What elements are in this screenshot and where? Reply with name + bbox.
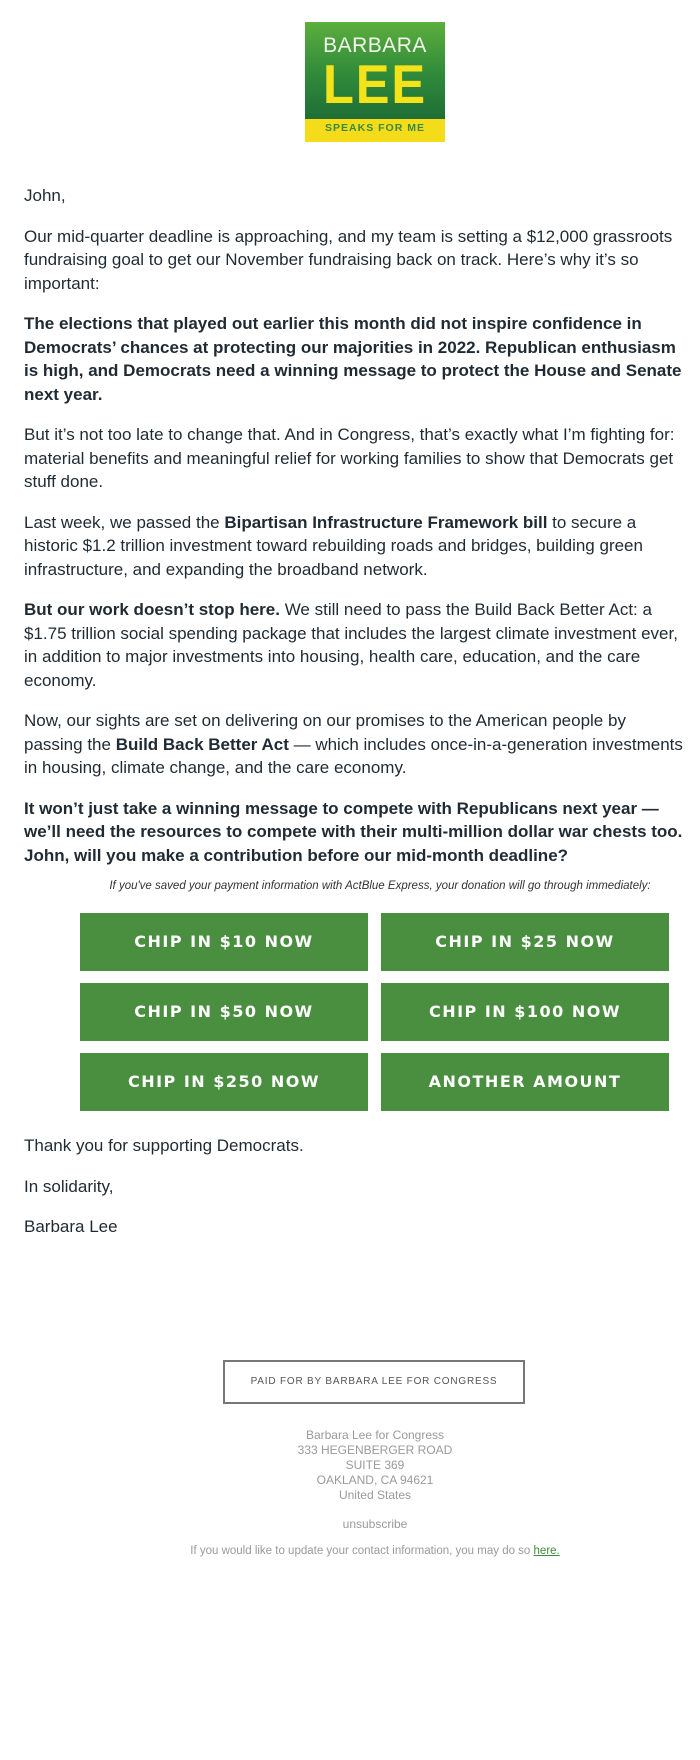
paragraph-congress: But it’s not too late to change that. And in Congress, that’s exactly what I’m fighting for: material benefits and meaningful relief for working families to show that Democrats get stuff done.: [24, 425, 675, 491]
email-body: [24, 184, 700, 884]
actblue-express-note: If you've saved your payment information with ActBlue Express, your donation will go through immediately:: [109, 880, 651, 892]
signoff-line: In solidarity,: [24, 1176, 114, 1196]
unsubscribe-link[interactable]: unsubscribe: [342, 1517, 408, 1531]
logo-yellow-band: [305, 119, 445, 142]
chip-in-250-button[interactable]: CHIP IN $250 NOW: [80, 1053, 368, 1111]
paragraph-deadline: Our mid-quarter deadline is approaching, and my team is setting a $12,000 grassroots fundraising goal to get our November fundraising back on track. Here’s why it’s so important:: [24, 226, 673, 293]
footer-country: United States: [338, 1488, 412, 1502]
paid-for-disclaimer: PAID FOR BY BARBARA LEE FOR CONGRESS: [223, 1360, 525, 1404]
paragraph-infrastructure: Last week, we passed the Bipartisan Infrastructure Framework bill to secure a historic $1.2 trillion investment toward rebuilding roads and bridges, building green infrastructure, and expanding the broadband network.: [24, 512, 643, 579]
paragraph-elections: The elections that played out earlier this month did not inspire confidence in Democrats’ chances at protecting our majorities in 2022. Republican enthusiasm is high, and Democrats need a winning message to protect the House and Senate next year.: [24, 314, 682, 404]
paragraph-work: But our work doesn’t stop here. We still need to pass the Build Back Better Act: a $1.75 trillion social spending package that includes the largest climate investment ever, in addition to major investments into housing, health care, education, and the care economy.: [24, 600, 678, 690]
logo-green-panel: [305, 22, 445, 119]
paragraph-promises: Now, our sights are set on delivering on our promises to the American people by passing the Build Back Better Act — which includes once-in-a-generation investments in housing, climate change, and the care economy.: [24, 711, 683, 777]
build-back-better-name: Build Back Better Act: [115, 734, 289, 754]
chip-in-25-button[interactable]: CHIP IN $25 NOW: [381, 913, 669, 971]
footer-city: OAKLAND, CA 94621: [316, 1473, 434, 1487]
another-amount-button[interactable]: ANOTHER AMOUNT: [381, 1053, 669, 1111]
signature: Barbara Lee: [24, 1217, 118, 1236]
greeting: John,: [24, 186, 66, 205]
update-contact-link[interactable]: here.: [533, 1545, 560, 1557]
chip-in-50-button[interactable]: CHIP IN $50 NOW: [80, 983, 368, 1041]
update-contact-line: If you would like to update your contact information, you may do so here.: [190, 1545, 560, 1557]
logo-last-name: LEE: [323, 53, 427, 115]
chip-in-100-button[interactable]: CHIP IN $100 NOW: [381, 983, 669, 1041]
chip-in-10-button[interactable]: CHIP IN $10 NOW: [80, 913, 368, 971]
logo-tagline: SPEAKS FOR ME: [325, 122, 425, 134]
thanks-line: Thank you for supporting Democrats.: [24, 1136, 304, 1155]
logo-first-name: BARBARA: [323, 34, 427, 57]
footer-address: [0, 1428, 700, 1503]
closing: [24, 1134, 304, 1256]
paragraph-ask: It won’t just take a winning message to compete with Republicans next year — we’ll need the resources to compete with their multi-million dollar war chests too. John, will you make a contribution before our mid-month deadline?: [24, 798, 683, 865]
infrastructure-bill-name: Bipartisan Infrastructure Framework bill: [224, 512, 548, 532]
footer-suite: SUITE 369: [345, 1458, 405, 1472]
footer-org: Barbara Lee for Congress: [305, 1428, 445, 1442]
barbara-lee-logo: [305, 22, 445, 142]
footer-street: 333 HEGENBERGER ROAD: [297, 1443, 453, 1457]
